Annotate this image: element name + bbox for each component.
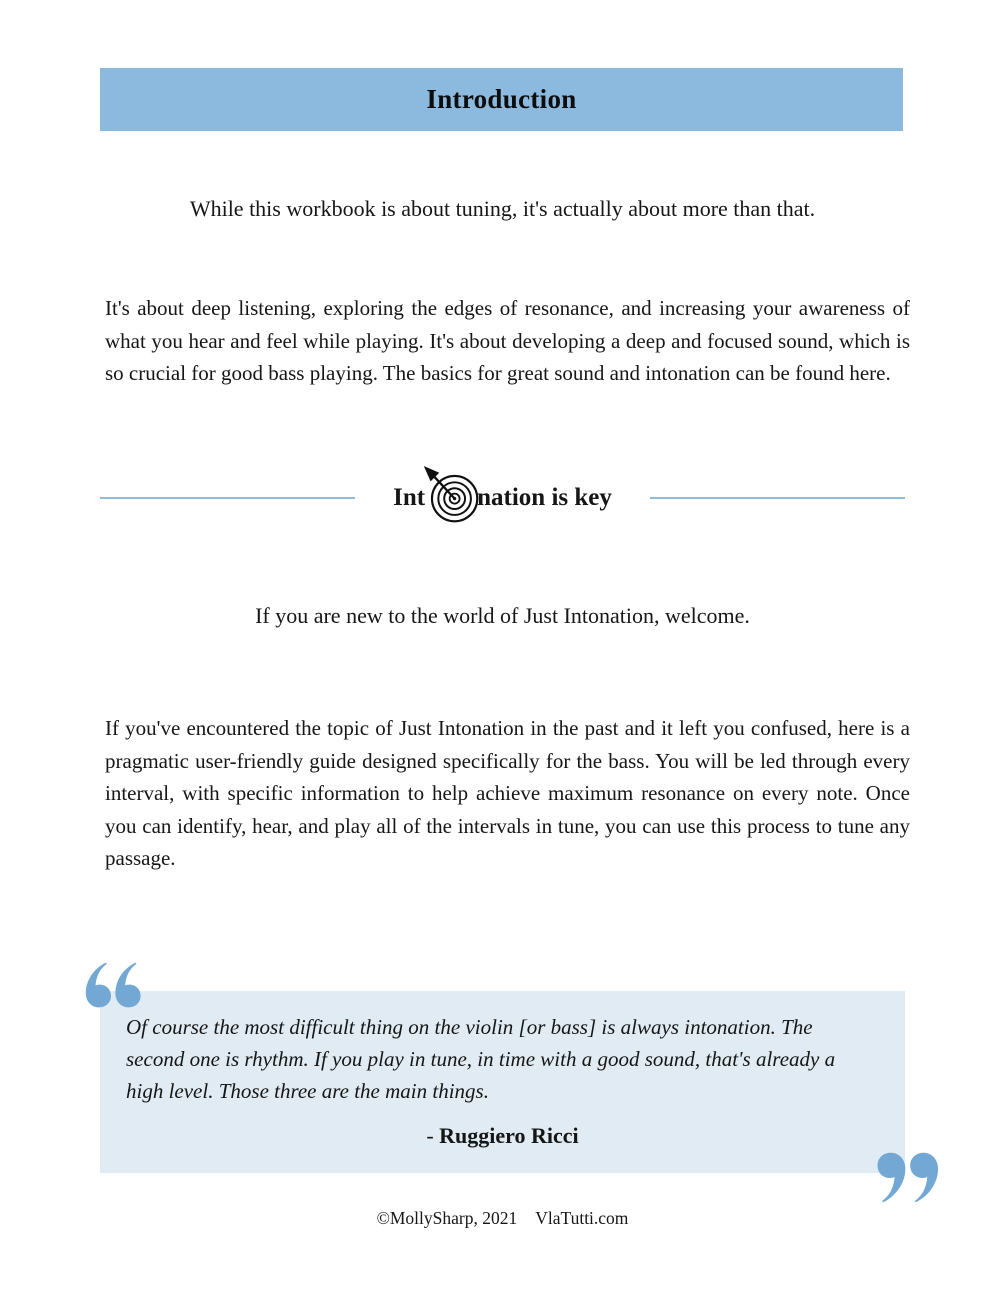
- site-text: VlaTutti.com: [535, 1208, 629, 1228]
- intro-line: While this workbook is about tuning, it's actually about more than that.: [189, 196, 816, 221]
- divider-label-after: nation is key: [477, 484, 612, 511]
- divider-line-right: [650, 497, 905, 499]
- quote-box: [100, 991, 905, 1173]
- attribution-dash: -: [426, 1123, 440, 1148]
- page-title: Introduction: [426, 84, 577, 114]
- divider-line-left: [100, 497, 355, 499]
- divider-label-before: Int: [393, 484, 426, 511]
- paragraph-1: It's about deep listening, exploring the edges of resonance, and increasing your awareness of what you hear and feel while playing. It's about developing a deep and focused sound, which is so crucial for good bass playing. The basics for great sound and intonation can be found here.: [105, 296, 910, 385]
- quote-text: Of course the most difficult thing on the violin [or bass] is always intonation. The second one is rhythm. If you play in tune, in time with a good sound, that's already a high level. Those three are the main things.: [126, 1015, 836, 1103]
- divider-label: [393, 466, 612, 531]
- quote-attribution: [100, 1123, 905, 1149]
- attribution-name: Ruggiero Ricci: [439, 1123, 579, 1148]
- section-divider: [100, 468, 905, 528]
- welcome-line: If you are new to the world of Just Intonation, welcome.: [255, 603, 750, 628]
- close-quote-icon: [876, 1151, 940, 1204]
- paragraph-2: If you've encountered the topic of Just Intonation in the past and it left you confused, here is a pragmatic user-friendly guide designed specifically for the bass. You will be led through every interval, with specific information to help achieve maximum resonance on every note. Once you can identify, hear, and play all of the intervals in tune, you can use this process to tune any passage.: [105, 716, 910, 870]
- open-quote-icon: [84, 961, 142, 1009]
- page-footer: [0, 1208, 1005, 1229]
- target-arrow-icon: [422, 466, 480, 531]
- header-bar: [100, 68, 903, 131]
- copyright-text: ©MollySharp, 2021: [376, 1208, 518, 1228]
